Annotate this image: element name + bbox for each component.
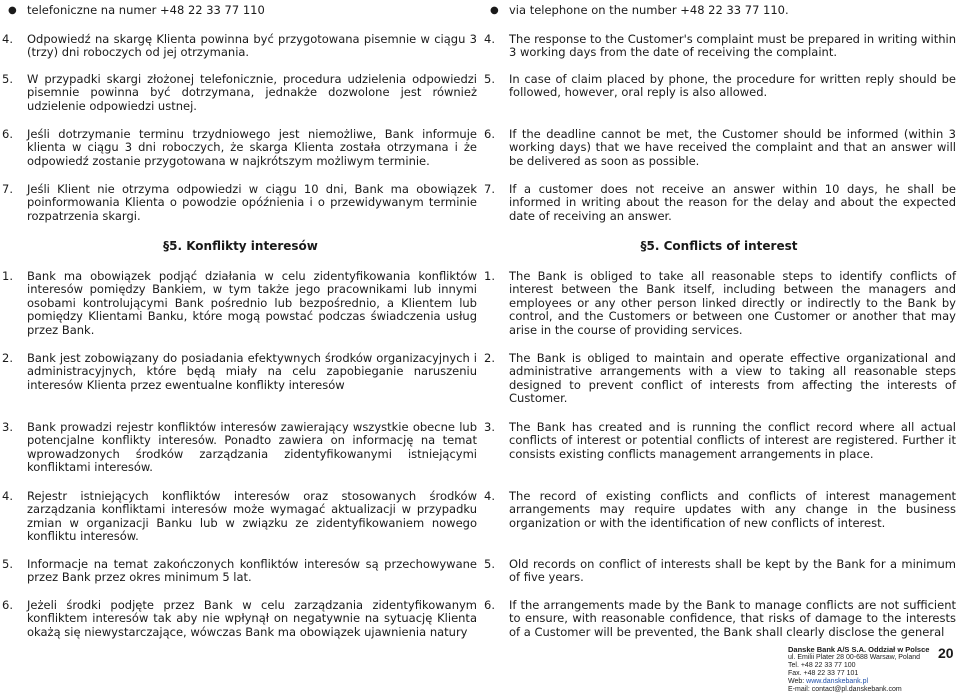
item-number: 1. <box>484 269 495 283</box>
item-text: The Bank is obliged to take all reasonable steps to identify conflicts of interest between the Bank itself, including between the managers and employees or any other person linked directly or indirectly to the Bank by control, and the Customers or between one Customer or another that may arise in the course of providing services. <box>509 269 956 337</box>
item-text: In case of claim placed by phone, the procedure for written reply should be followed, however, oral reply is also allowed. <box>509 72 956 100</box>
item-text: The record of existing conflicts and conflicts of interest management arrangements may require updates with any change in the business organization or with the identification of new conflicts of interest. <box>509 489 956 530</box>
item-number: 2. <box>484 351 495 365</box>
bullet-item <box>482 4 956 17</box>
item-text: Bank jest zobowiązany do posiadania efektywnych środków organizacyjnych i administracyjnych, które będą miały na celu zapobieganie naruszeniu interesów Klienta przez ewentualne konflikty interesów <box>27 351 477 392</box>
item-text: Bank ma obowiązek podjąć działania w celu zidentyfikowania konfliktów interesów pomiędzy Bankiem, w tym także jego pracownikami lub innymi osobami kontrolującymi Bank pośrednio lub bezpośrednio, a Klientem lub pomiędzy Klientami Banku, które mogą powstać podczas świadczenia usług przez Bank. <box>27 269 477 337</box>
item-number: 3. <box>2 420 13 434</box>
list-item <box>482 352 956 406</box>
item-text: Old records on conflict of interests shall be kept by the Bank for a minimum of five years. <box>509 557 956 585</box>
list-item <box>482 490 956 530</box>
item-number: 5. <box>484 557 495 571</box>
item-number: 7. <box>2 182 13 196</box>
section-heading: §5. Konflikty interesów <box>163 239 318 253</box>
list-item <box>0 490 481 544</box>
page-number: 20 <box>938 645 954 661</box>
item-text: The response to the Customer's complaint must be prepared in writing within 3 working days from the date of receiving the complaint. <box>509 32 956 60</box>
list-item <box>0 128 481 168</box>
item-text: Rejestr istniejących konfliktów interesów oraz stosowanych środków zarządzania konfliktami interesów może wymagać aktualizacji w przypadku zmian w organizacji Banku lub w związku ze zidentyfikowaniem nowego konfliktu interesów. <box>27 489 477 544</box>
list-item <box>482 33 956 60</box>
bullet-text: via telephone on the number +48 22 33 77 110. <box>509 3 789 17</box>
item-number: 4. <box>2 489 13 503</box>
bullet-text: telefoniczne na numer +48 22 33 77 110 <box>27 3 265 17</box>
list-item <box>482 558 956 585</box>
list-item <box>482 128 956 168</box>
item-number: 4. <box>484 489 495 503</box>
footer-web <box>788 678 938 686</box>
item-text: Bank prowadzi rejestr konfliktów interesów zawierający wszystkie obecne lub potencjalne konflikty interesów. Ponadto zawiera on informację na temat wprowadzonych środków zarządzania zidentyfikowanymi istniejącymi konfliktami interesów. <box>27 420 477 475</box>
footer-fax: Fax. +48 22 33 77 101 <box>788 669 859 677</box>
item-text: W przypadki skargi złożonej telefonicznie, procedura udzielenia odpowiedzi pisemnie powinna być dotrzymana, jednakże dozwolone jest również udzielenie odpowiedzi ustnej. <box>27 72 477 113</box>
footer-company: Danske Bank A/S S.A. Oddział w Polsce <box>788 645 930 654</box>
item-number: 5. <box>2 72 13 86</box>
list-item <box>0 352 481 392</box>
item-number: 3. <box>484 420 495 434</box>
item-number: 6. <box>2 598 13 612</box>
footer-web-label: Web: <box>788 677 805 685</box>
item-number: 5. <box>484 72 495 86</box>
bullet-item <box>0 4 481 17</box>
item-text: Jeżeli środki podjęte przez Bank w celu zarządzania zidentyfikowanym konfliktem interesów tak aby nie wpłynął on negatywnie na sytuację Klienta okażą się niewystarczające, wówczas Bank ma obowiązek ujawnienia natury <box>27 598 477 639</box>
item-text: Jeśli Klient nie otrzyma odpowiedzi w ciągu 10 dni, Bank ma obowiązek poinformowania Klienta o powodzie opóźnienia i o przewidywanym terminie rozpatrzenia skargi. <box>27 182 477 223</box>
list-item <box>0 270 481 337</box>
list-item <box>0 73 481 113</box>
bullet-icon: ● <box>490 5 499 16</box>
footer-email: E-mail: contact@pl.danskebank.com <box>788 685 902 693</box>
footer-web-link[interactable]: www.danskebank.pl <box>806 677 869 685</box>
footer-address: ul. Emilii Plater 28 00-688 Warsaw, Poland <box>788 653 921 661</box>
item-text: Jeśli dotrzymanie terminu trzydniowego jest niemożliwe, Bank informuje klienta w ciągu 3 dni roboczych, że skarga Klienta została otrzymana i że odpowiedź zostanie przygotowana w najkrótszym możliwym terminie. <box>27 127 477 168</box>
item-number: 1. <box>2 269 13 283</box>
list-item <box>482 599 956 639</box>
item-text: Informacje na temat zakończonych konfliktów interesów są przechowywane przez Bank przez okres minimum 5 lat. <box>27 557 477 585</box>
item-number: 4. <box>2 32 13 46</box>
item-text: If the deadline cannot be met, the Customer should be informed (within 3 working days) that we have received the complaint and that an answer will be delivered as soon as possible. <box>509 127 956 168</box>
bullet-icon: ● <box>8 5 17 16</box>
list-item <box>0 599 481 639</box>
section-heading: §5. Conflicts of interest <box>640 239 798 253</box>
list-item <box>0 183 481 223</box>
item-text: The Bank is obliged to maintain and operate effective organizational and administrative arrangements with a view to taking all reasonable steps designed to prevent conflict of interests from affecting the interests of Customer. <box>509 351 956 406</box>
footer-tel: Tel. +48 22 33 77 100 <box>788 661 856 669</box>
item-number: 2. <box>2 351 13 365</box>
item-number: 6. <box>484 598 495 612</box>
list-item <box>482 270 956 337</box>
item-text: The Bank has created and is running the conflict record where all actual conflicts of interest or potential conflicts of interest are registered. Further it consists existing conflicts management arrangements in place. <box>509 420 956 461</box>
list-item <box>0 421 481 475</box>
bank-footer <box>788 646 938 693</box>
list-item <box>0 33 481 60</box>
item-number: 6. <box>484 127 495 141</box>
list-item <box>0 558 481 585</box>
item-number: 4. <box>484 32 495 46</box>
item-text: If the arrangements made by the Bank to manage conflicts are not sufficient to ensure, with reasonable confidence, that risks of damage to the interests of a Customer will be prevented, the Bank shall clearly disclose the general <box>509 598 956 639</box>
item-number: 7. <box>484 182 495 196</box>
item-number: 6. <box>2 127 13 141</box>
list-item <box>482 421 956 461</box>
item-number: 5. <box>2 557 13 571</box>
list-item <box>482 73 956 100</box>
list-item <box>482 183 956 223</box>
item-text: If a customer does not receive an answer within 10 days, he shall be informed in writing about the reason for the delay and about the expected date of receiving an answer. <box>509 182 956 223</box>
item-text: Odpowiedź na skargę Klienta powinna być przygotowana pisemnie w ciągu 3 (trzy) dni roboczych od jej otrzymania. <box>27 32 477 60</box>
